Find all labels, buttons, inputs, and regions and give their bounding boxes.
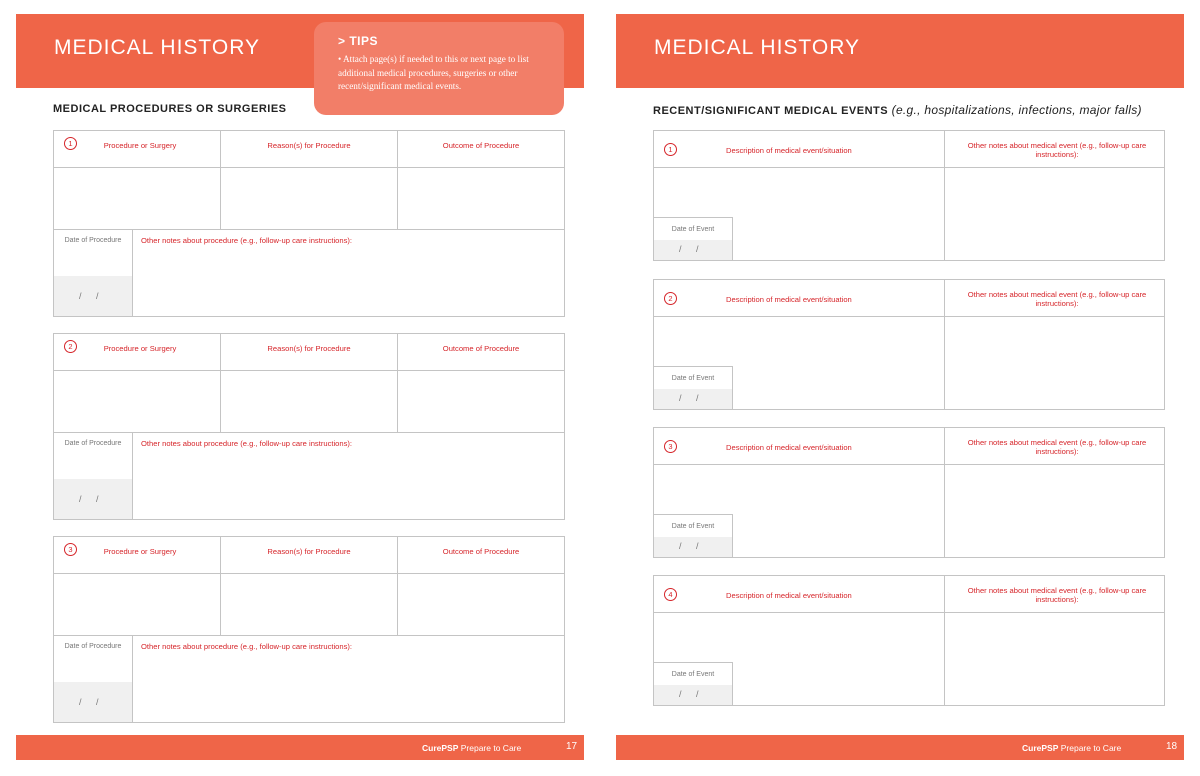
description-input[interactable] (654, 465, 944, 514)
header-band (616, 14, 1184, 88)
date-box (653, 514, 733, 558)
reason-column-label: Reason(s) for Procedure (267, 344, 351, 353)
procedure-box (53, 536, 565, 723)
date-label: Date of Event (671, 523, 715, 530)
footer-brand (422, 743, 521, 753)
event-notes-input[interactable] (945, 613, 1164, 705)
outcome-column-label: Outcome of Procedure (442, 141, 520, 150)
procedure-input[interactable] (54, 371, 220, 432)
reason-input[interactable] (221, 168, 397, 229)
notes-label: Other notes about procedure (e.g., follow-up care instructions): (141, 439, 353, 448)
event-notes-label: Other notes about medical event (e.g., follow-up care instructions): (967, 290, 1147, 308)
date-label: Date of Procedure (64, 440, 122, 447)
date-box (653, 662, 733, 706)
date-input[interactable]: / / (79, 697, 99, 707)
divider (54, 229, 564, 230)
outcome-column-label: Outcome of Procedure (442, 547, 520, 556)
footer-band (616, 735, 1184, 760)
outcome-input[interactable] (398, 371, 564, 432)
date-input[interactable]: / / (679, 244, 699, 254)
right-page (600, 0, 1200, 776)
brand-tagline: Prepare to Care (1060, 743, 1122, 753)
procedure-input[interactable] (54, 168, 220, 229)
event-number: 2 (664, 292, 677, 305)
notes-input[interactable] (133, 452, 564, 519)
event-notes-input[interactable] (945, 168, 1164, 260)
procedure-box (53, 333, 565, 520)
tips-text: • Attach page(s) if needed to this or next page to list additional medical procedures, surgeries or other recent/significant medical events. (338, 54, 529, 91)
date-label: Date of Event (671, 671, 715, 678)
divider (54, 635, 564, 636)
outcome-column-label: Outcome of Procedure (442, 344, 520, 353)
section-title (653, 103, 1142, 117)
reason-column-label: Reason(s) for Procedure (267, 547, 351, 556)
tips-box (314, 22, 564, 115)
outcome-input[interactable] (398, 168, 564, 229)
event-notes-label: Other notes about medical event (e.g., follow-up care instructions): (967, 438, 1147, 456)
procedure-column-label: Procedure or Surgery (103, 141, 177, 150)
date-input[interactable]: / / (79, 291, 99, 301)
reason-column-label: Reason(s) for Procedure (267, 141, 351, 150)
event-number: 4 (664, 588, 677, 601)
section-title-main: RECENT/SIGNIFICANT MEDICAL EVENTS (653, 105, 889, 117)
date-label: Date of Event (671, 375, 715, 382)
event-number: 1 (664, 143, 677, 156)
notes-input[interactable] (133, 655, 564, 722)
footer-brand (1022, 743, 1121, 753)
footer-band (16, 735, 584, 760)
date-input[interactable]: / / (679, 689, 699, 699)
date-input[interactable]: / / (679, 541, 699, 551)
event-notes-label: Other notes about medical event (e.g., follow-up care instructions): (967, 141, 1147, 159)
page-title: MEDICAL HISTORY (654, 36, 860, 59)
divider (54, 432, 564, 433)
procedure-box (53, 130, 565, 317)
notes-input[interactable] (133, 249, 564, 316)
description-input[interactable] (654, 317, 944, 366)
date-label: Date of Event (671, 226, 715, 233)
description-label: Description of medical event/situation (726, 146, 852, 155)
date-label: Date of Procedure (64, 643, 122, 650)
procedure-input[interactable] (54, 574, 220, 635)
event-box (653, 130, 1165, 261)
reason-input[interactable] (221, 574, 397, 635)
event-notes-input[interactable] (945, 465, 1164, 557)
section-title-note: (e.g., hospitalizations, infections, major falls) (891, 103, 1142, 117)
date-input[interactable]: / / (79, 494, 99, 504)
reason-input[interactable] (221, 371, 397, 432)
tips-title: > TIPS (338, 34, 379, 48)
date-box (653, 366, 733, 410)
description-label: Description of medical event/situation (726, 591, 852, 600)
date-input[interactable]: / / (679, 393, 699, 403)
description-label: Description of medical event/situation (726, 295, 852, 304)
notes-label: Other notes about procedure (e.g., follow-up care instructions): (141, 236, 353, 245)
event-box (653, 575, 1165, 706)
procedure-number: 2 (64, 340, 77, 353)
event-box (653, 427, 1165, 558)
event-notes-input[interactable] (945, 317, 1164, 409)
description-input[interactable] (654, 168, 944, 217)
brand-name: CurePSP (422, 743, 459, 753)
section-title: MEDICAL PROCEDURES OR SURGERIES (53, 103, 287, 115)
page-number: 17 (566, 741, 578, 752)
brand-name: CurePSP (1022, 743, 1059, 753)
notes-label: Other notes about procedure (e.g., follow-up care instructions): (141, 642, 353, 651)
date-box (653, 217, 733, 261)
procedure-column-label: Procedure or Surgery (103, 344, 177, 353)
procedure-number: 3 (64, 543, 77, 556)
event-notes-label: Other notes about medical event (e.g., follow-up care instructions): (967, 586, 1147, 604)
page-number: 18 (1166, 741, 1178, 752)
outcome-input[interactable] (398, 574, 564, 635)
description-label: Description of medical event/situation (726, 443, 852, 452)
page-title: MEDICAL HISTORY (54, 36, 260, 59)
date-label: Date of Procedure (64, 237, 122, 244)
event-number: 3 (664, 440, 677, 453)
event-box (653, 279, 1165, 410)
procedure-column-label: Procedure or Surgery (103, 547, 177, 556)
brand-tagline: Prepare to Care (460, 743, 522, 753)
procedure-number: 1 (64, 137, 77, 150)
description-input[interactable] (654, 613, 944, 662)
